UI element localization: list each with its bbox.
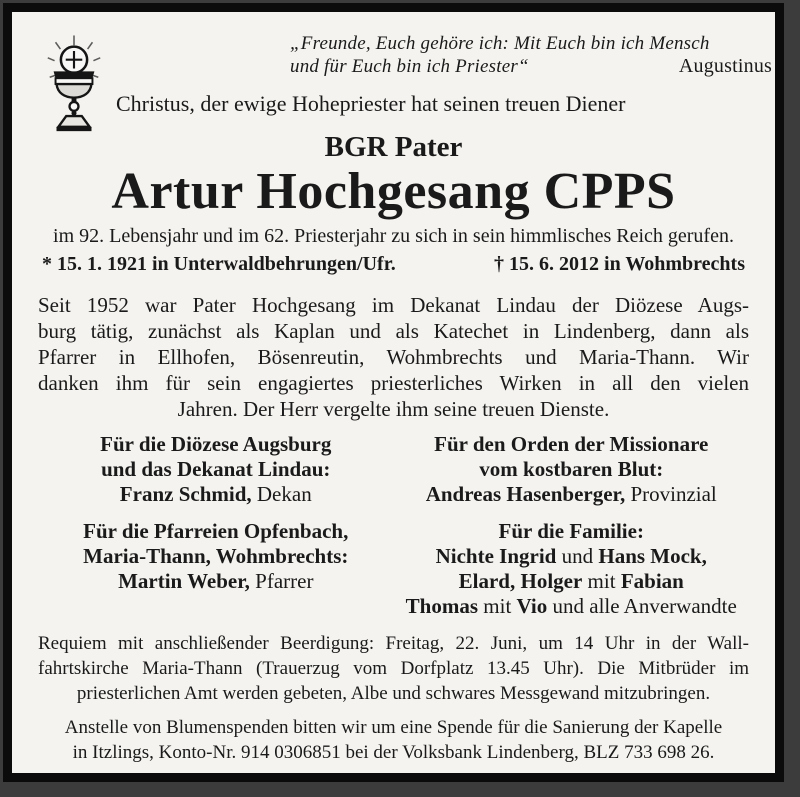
deceased-name: Artur Hochgesang CPPS [111, 163, 676, 220]
family-heading: Für die Familie: [498, 519, 644, 543]
signer-name: Franz Schmid, [119, 482, 252, 506]
quote-attribution: Augustinus [678, 55, 772, 77]
biography-line: Seit 1952 war Pater Hochgesang im Dekanat Lindau der Diözese Augs- [38, 293, 749, 317]
signature-block-family [394, 519, 750, 619]
family-line [394, 594, 750, 619]
signature-heading-line: Für den Orden der Missionare [434, 432, 709, 456]
quote-line2: und für Euch bin ich Priester“ [290, 56, 529, 77]
family-name: Fabian [620, 569, 684, 593]
signer-line [38, 569, 394, 594]
signatures-section [38, 432, 749, 619]
family-line [394, 544, 750, 569]
signature-block-parishes [38, 519, 394, 594]
biography-line: Jahren. Der Herr vergelte ihm seine treuen Dienste. [177, 397, 610, 421]
signature-heading-line: vom kostbaren Blut: [479, 457, 664, 481]
family-name: Thomas [405, 594, 479, 618]
death-date: † 15. 6. 2012 in Wohmbrechts [494, 253, 745, 275]
signer-line [38, 482, 394, 507]
biography-line: danken ihm für sein engagiertes priesterliches Wirken in all den vielen [38, 371, 749, 395]
donation-line: Anstelle von Blumenspenden bitten wir um eine Spende für die Sanierung der Kapelle [64, 717, 723, 738]
biography-line: burg tätig, zunächst als Kaplan und als Katechet in Lindenberg, dann als [38, 319, 749, 343]
signatures-left-column [38, 432, 394, 619]
signer-name: Andreas Hasenberger, [425, 482, 626, 506]
family-name: Elard, Holger [458, 569, 583, 593]
signature-heading-line: Maria-Thann, Wohmbrechts: [83, 544, 349, 568]
family-connector: mit [582, 569, 621, 593]
funeral-line: priesterlichen Amt werden gebeten, Albe und schwares Messgewand mitzubringen. [76, 683, 711, 704]
birth-date: * 15. 1. 1921 in Unterwaldbehrungen/Ufr. [42, 253, 396, 275]
signer-name: Martin Weber, [118, 569, 250, 593]
signer-role: Dekan [251, 482, 312, 506]
family-line [394, 569, 750, 594]
signature-heading-line: Für die Pfarreien Opfenbach, [83, 519, 349, 543]
signer-role: Provinzial [625, 482, 717, 506]
chalice-icon [40, 34, 108, 136]
signature-heading-line: Für die Diözese Augsburg [100, 432, 332, 456]
family-name: Hans Mock, [598, 544, 707, 568]
donation-line: in Itzlings, Konto-Nr. 914 0306851 bei der Volksbank Lindenberg, BLZ 733 698 26. [72, 742, 715, 763]
signer-role: Pfarrer [249, 569, 314, 593]
biography-line: Pfarrer in Ellhofen, Bösenreutin, Wohmbrechts und Maria-Thann. Wir [38, 345, 749, 369]
called-line: im 92. Lebensjahr und im 62. Priesterjahr zu sich in sein himmlisches Reich gerufen. [53, 225, 734, 247]
signature-heading-line: und das Dekanat Lindau: [101, 457, 331, 481]
intro-line: Christus, der ewige Hohepriester hat seinen treuen Diener [116, 91, 626, 116]
augustinus-quote [290, 32, 772, 78]
life-dates [38, 253, 749, 276]
obituary-content [12, 12, 775, 765]
family-connector: mit [478, 594, 517, 618]
funeral-line: Requiem mit anschließender Beerdigung: Freitag, 22. Juni, um 14 Uhr in der Wall- [38, 633, 749, 654]
donation-paragraph [38, 715, 749, 765]
family-name: Vio [516, 594, 548, 618]
quote-line1: „Freunde, Euch gehöre ich: Mit Euch bin ich Mensch [290, 33, 710, 54]
biography-paragraph [38, 292, 749, 422]
funeral-paragraph [38, 631, 749, 706]
title-prefix: BGR Pater [324, 131, 463, 163]
family-connector: und [556, 544, 599, 568]
signer-line [394, 482, 750, 507]
obituary-notice-frame [3, 3, 784, 782]
signature-block-order [394, 432, 750, 507]
signature-block-diocese [38, 432, 394, 507]
family-connector: und alle Anverwandte [547, 594, 737, 618]
family-name: Nichte Ingrid [435, 544, 557, 568]
funeral-line: fahrtskirche Maria-Thann (Trauerzug vom Dorfplatz 13.45 Uhr). Die Mitbrüder im [38, 658, 749, 679]
signatures-right-column [394, 432, 750, 619]
